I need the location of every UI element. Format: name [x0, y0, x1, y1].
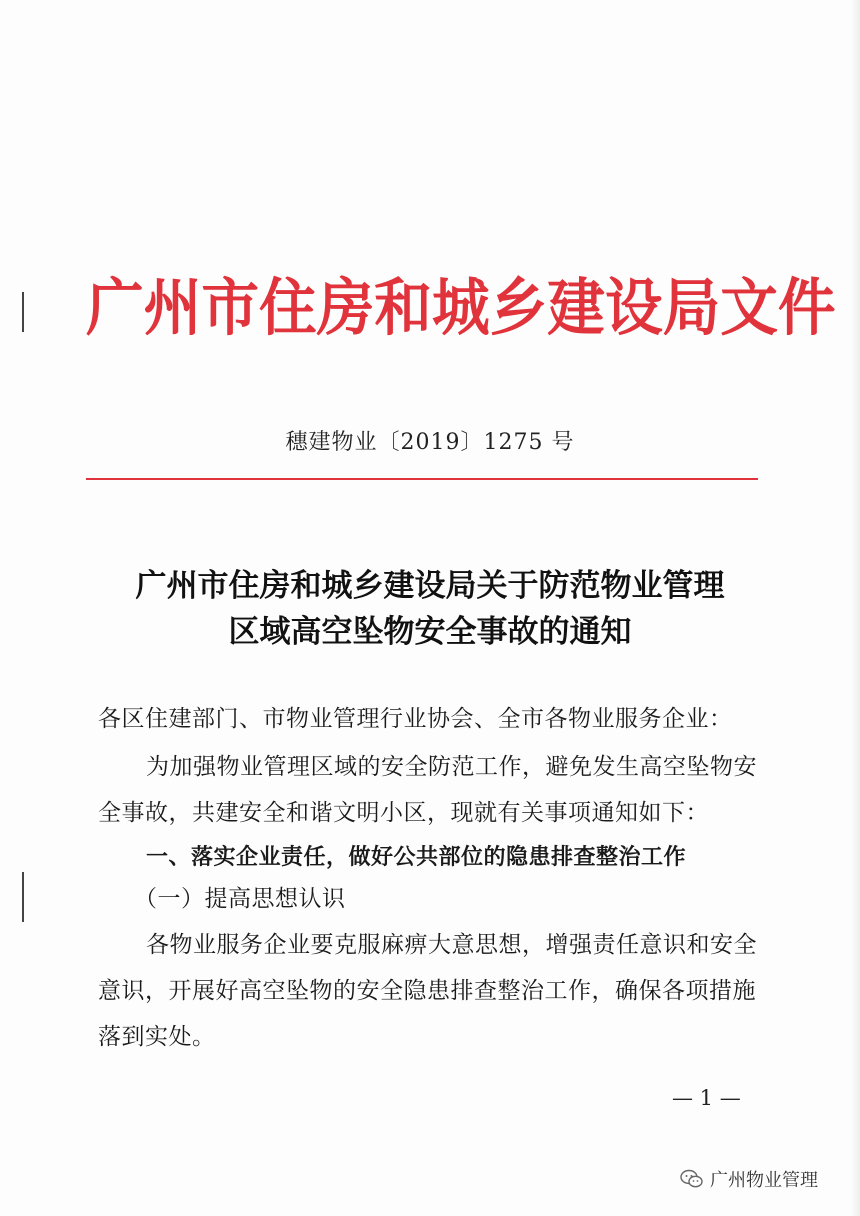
wechat-watermark [680, 1166, 818, 1192]
body-paragraph-2-line1: 各物业服务企业要克服麻痹大意思想，增强责任意识和安全 [146, 932, 757, 958]
body-paragraph-1-line2: 全事故，共建安全和谐文明小区，现就有关事项通知如下： [98, 800, 709, 826]
body-paragraph-1-line1: 为加强物业管理区域的安全防范工作，避免发生高空坠物安 [146, 754, 757, 780]
binding-mark-bottom [22, 872, 24, 922]
document-number: 穗建物业〔2019〕1275 号 [285, 430, 575, 455]
body-paragraph-2-line3: 落到实处。 [98, 1024, 216, 1050]
document-header-title: 广州市住房和城乡建设局文件 [86, 271, 836, 344]
subsection-1-heading: （一）提高思想认识 [134, 886, 346, 912]
wechat-icon [680, 1169, 704, 1189]
body-paragraph-2-line2: 意识，开展好高空坠物的安全隐患排查整治工作，确保各项措施 [98, 978, 756, 1004]
binding-mark-top [22, 292, 24, 332]
section-1-heading: 一、落实企业责任，做好公共部位的隐患排查整治工作 [146, 845, 687, 870]
watermark-text: 广州物业管理 [710, 1170, 818, 1191]
page-number: — 1 — [672, 1086, 741, 1110]
header-divider [86, 478, 758, 480]
recipients-line: 各区住建部门、市物业管理行业协会、全市各物业服务企业： [98, 706, 733, 732]
notice-title-line2: 区域高空坠物安全事故的通知 [228, 614, 632, 650]
notice-title-line1: 广州市住房和城乡建设局关于防范物业管理 [135, 568, 725, 604]
